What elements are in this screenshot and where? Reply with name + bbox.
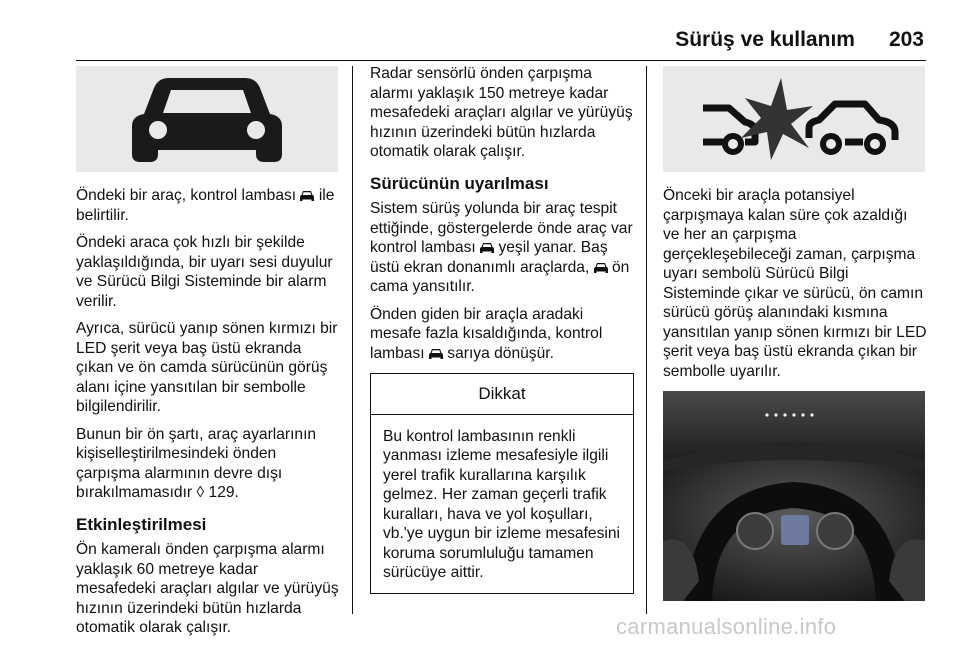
paragraph-distance (370, 305, 634, 364)
text: yeşil yanar. Baş üstü ekran donanımlı araçlarda, (370, 239, 608, 276)
middle-column (370, 64, 634, 594)
text: Bunun bir ön şartı, araç ayarlarının kişiselleştirilmesindeki önden çarpışma alarmının devre dışı bırakılmamasıdır (76, 425, 317, 501)
paragraph: Ayrıca, sürücü yanıp sönen kırmızı bir LED şerit veya baş üstü ekranda çıkan ve ön camda sürücünün görüş alanı içine yansıtılan bir sembolle bilgilendirilir. (76, 320, 338, 415)
paragraph-warning (370, 199, 634, 297)
paragraph: Öndeki araca çok hızlı bir şekilde yaklaşıldığında, bir uyarı sesi duyulur ve Sürücü Bilgi Sisteminde bir alarm verilir. (76, 234, 333, 310)
column-divider-left (352, 66, 353, 614)
watermark: carmanualsonline.info (616, 614, 837, 639)
car-icon (300, 190, 314, 202)
paragraph: Radar sensörlü önden çarpışma alarmı yaklaşık 150 metreye kadar mesafedeki araçları algılar ve yürüyüş hızının üzerindeki bütün hızlarda otomatik olarak çalışır. (370, 65, 633, 160)
car-front-warning-icon (76, 66, 338, 172)
page-reference: 129. (208, 484, 239, 501)
text: ile belirtilir. (76, 187, 335, 224)
paragraph-prerequisite (76, 425, 342, 503)
text: Sistem sürüş yolunda bir araç tespit ettiğinde, göstergelerde önde araç var kontrol lambası (370, 200, 633, 256)
car-icon (480, 242, 494, 254)
column-divider-right (646, 66, 647, 614)
text: ön cama yansıtılır. (370, 258, 630, 295)
section-title: Sürüş ve kullanım (675, 28, 855, 51)
page-number: 203 (888, 28, 924, 51)
right-column (663, 0, 927, 601)
section-heading: Sürücünün uyarılması (370, 173, 549, 193)
caution-box (370, 373, 634, 594)
text: Önden giden bir araçla aradaki mesafe fazla kısaldığında, kontrol lambası (370, 305, 603, 362)
caution-title: Dikkat (371, 374, 633, 415)
caution-text: Bu kontrol lambasının renkli yanması izleme mesafesiyle ilgili yerel trafik kurallarına karşılık gelmez. Her zaman geçerli trafik kuralları, hava ve yol koşulları, vb.'ye uygun bir izleme mesafesini koruma sorumluluğu tamamen sürücüye aittir. (383, 427, 620, 581)
section-heading: Etkinleştirilmesi (76, 514, 207, 534)
paragraph: Önceki bir araçla potansiyel çarpışmaya kalan süre çok azaldığı ve her an çarpışma gerçekleşebileceği zaman, çarpışma uyarı sembolü Sürücü Bilgi Sisteminde çıkar ve sürücü, ön camın sürücü görüş alanındaki kısmına yansıtılan yanıp sönen kırmızı bir LED şerit veya baş üstü ekranda çıkan bir sembolle uyarılır. (663, 187, 927, 380)
paragraph: Ön kameralı önden çarpışma alarmı yaklaşık 60 metreye kadar mesafedeki araçları algılar ve yürüyüş hızının üzerindeki bütün hızlarda otomatik olarak çalışır. (76, 541, 339, 636)
text: sarıya dönüşür. (447, 344, 554, 362)
collision-warning-icon (663, 66, 925, 172)
car-icon (429, 348, 443, 360)
car-icon (594, 262, 608, 274)
text: Öndeki bir araç, kontrol lambası (76, 187, 297, 204)
dashboard-photo (663, 391, 925, 601)
left-column (76, 0, 342, 646)
paragraph-indicator (76, 186, 342, 225)
page-reference-arrow-icon: ◊ (196, 484, 205, 501)
